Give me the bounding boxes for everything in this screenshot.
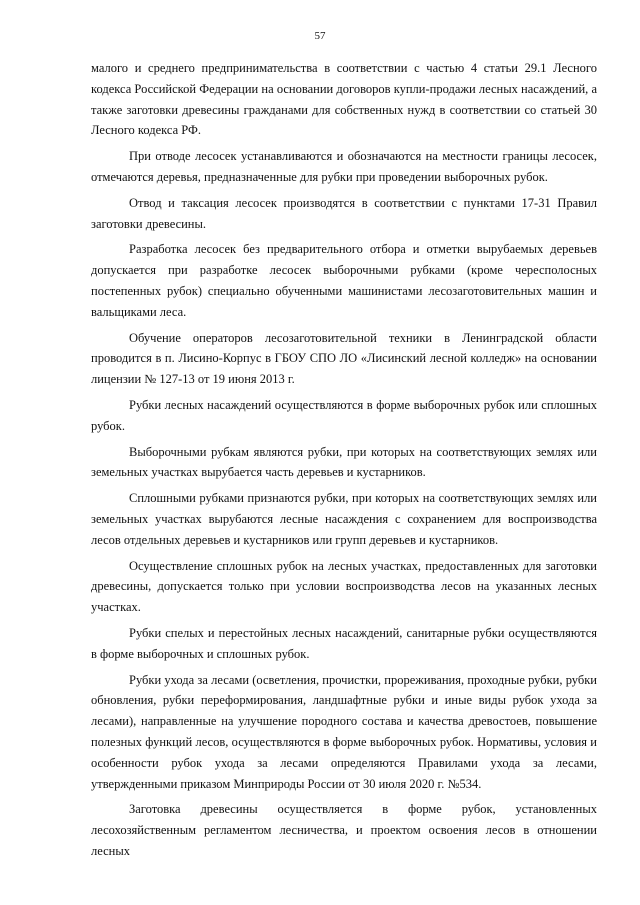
paragraph: Обучение операторов лесозаготовительной техники в Ленинградской области проводится в п. Лисино-Корпус в ГБОУ СПО ЛО «Лисинский лесной колледж» на основании лицензии № 127-13 от 19 июня 2013 г.: [91, 330, 597, 387]
paragraph: Рубки спелых и перестойных лесных насаждений, санитарные рубки осуществляются в форме выборочных и сплошных рубок.: [91, 625, 597, 661]
page-number: 57: [314, 30, 326, 42]
paragraph: Выборочными рубкам являются рубки, при которых на соответствующих землях или земельных участках вырубается часть деревьев и кустарников.: [91, 444, 597, 480]
paragraph: Заготовка древесины осуществляется в форме рубок, установленных лесохозяйственным регламентом лесничества, и проектом освоения лесов в отношении лесных: [91, 802, 597, 858]
paragraph: Рубки лесных насаждений осуществляются в форме выборочных рубок или сплошных рубок.: [91, 397, 597, 433]
paragraph: Сплошными рубками признаются рубки, при которых на соответствующих землях или земельных участках вырубаются лесные насаждения с сохранением для воспроизводства лесов отдельных деревьев и кустарников или групп деревьев и кустарников.: [91, 491, 597, 547]
paragraph: Отвод и таксация лесосек производятся в соответствии с пунктами 17-31 Правил заготовки древесины.: [91, 195, 597, 231]
paragraph: При отводе лесосек устанавливаются и обозначаются на местности границы лесосек, отмечаются деревья, предназначенные для рубки при проведении выборочных рубок.: [91, 149, 597, 184]
paragraph: малого и среднего предпринимательства в соответствии с частью 4 статьи 29.1 Лесного кодекса Российской Федерации на основании договоров купли-продажи лесных насаждений, а также заготовки древесины гражданами для собственных нужд в соответствии со статьей 30 Лесного кодекса РФ.: [91, 61, 597, 138]
paragraph: Разработка лесосек без предварительного отбора и отметки вырубаемых деревьев допускается при разработке лесосек выборочными рубками (кроме чересполосных постепенных рубок) специально обученными машинистами лесозаготовительных машин и вальщиками леса.: [91, 242, 597, 319]
document-body: [91, 58, 597, 867]
paragraph: Осуществление сплошных рубок на лесных участках, предоставленных для заготовки древесины, допускается только при условии воспроизводства лесов на указанных лесных участках.: [91, 558, 597, 615]
paragraph: Рубки ухода за лесами (осветления, прочистки, прореживания, проходные рубки, рубки обновления, рубки переформирования, ландшафтные рубки и иные виды рубок ухода за лесами), направленные на улучшение породного состава и качества древостоев, повышение полезных функций лесов, осуществляются в форме выборочных рубок. Нормативы, условия и особенности рубок ухода за лесами определяются Правилами ухода за лесами, утвержденными приказом Минприроды России от 30 июля 2020 г. №534.: [91, 672, 597, 791]
